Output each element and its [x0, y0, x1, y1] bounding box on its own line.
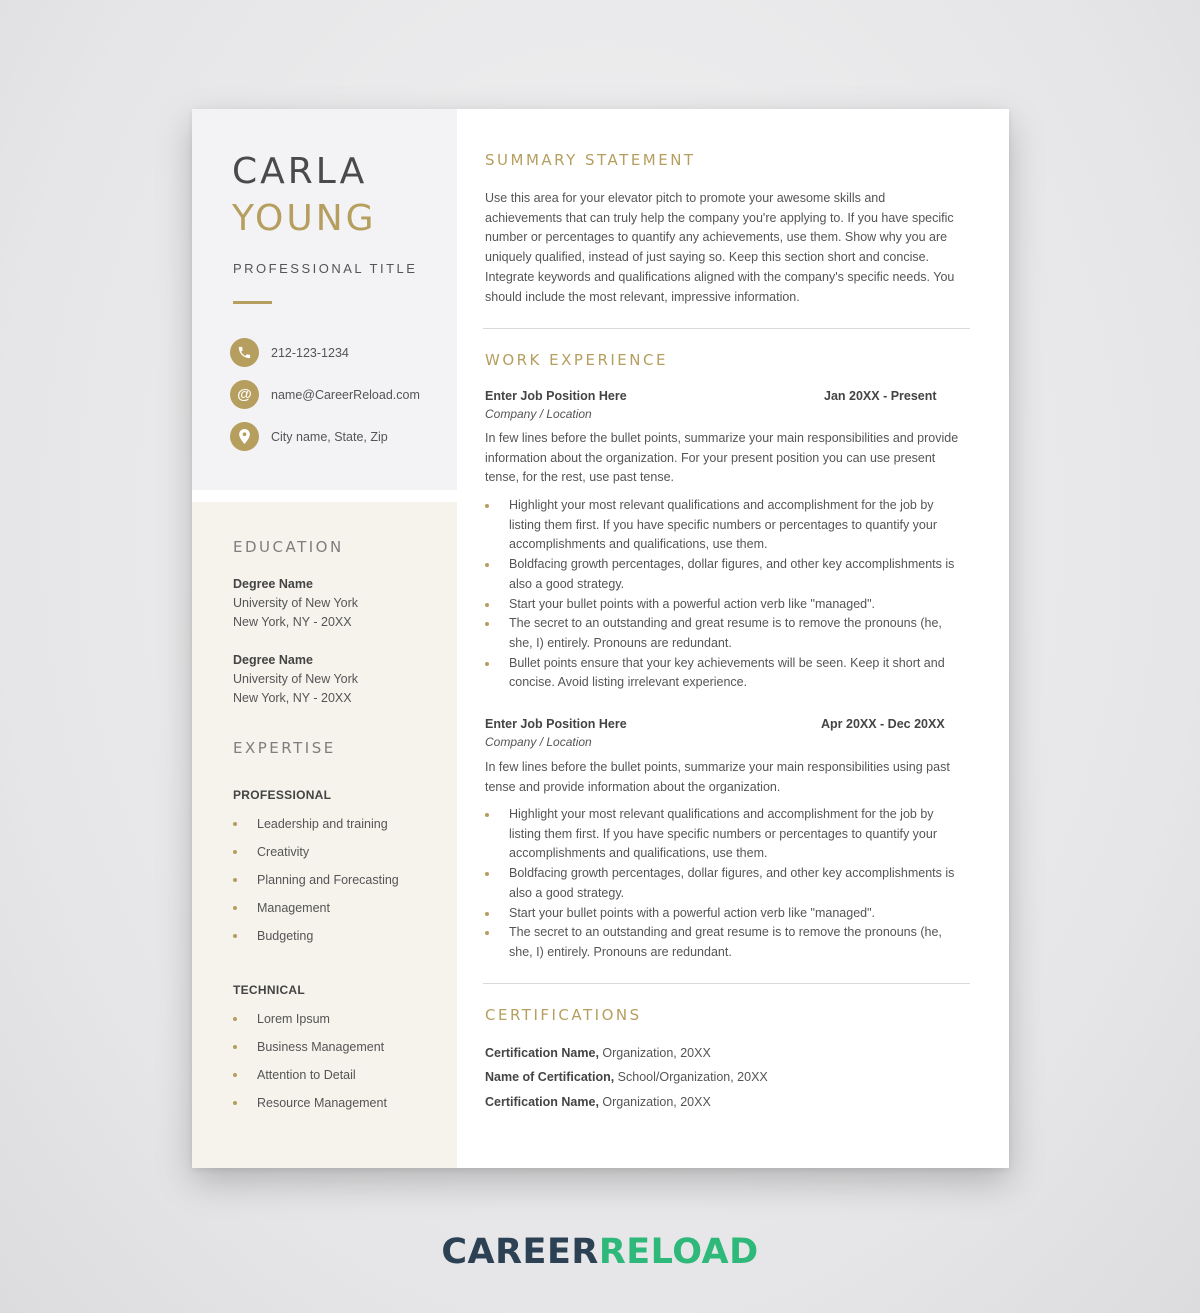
at-sign-icon: @	[230, 380, 259, 409]
location-text: City name, State, Zip	[271, 429, 388, 444]
expertise-heading: EXPERTISE	[233, 739, 336, 757]
list-item: Leadership and training	[233, 815, 399, 843]
accent-divider	[233, 301, 272, 304]
work-experience-heading: WORK EXPERIENCE	[485, 351, 668, 369]
school-place: New York, NY - 20XX	[233, 615, 352, 629]
list-item: Business Management	[233, 1038, 387, 1066]
list-item: Management	[233, 899, 399, 927]
list-item: The secret to an outstanding and great resume is to remove the pronouns (he, she, I) entirely. Pronouns are redundant.	[485, 614, 965, 653]
professional-title: PROFESSIONAL TITLE	[233, 261, 418, 276]
list-item: Highlight your most relevant qualifications and accomplishment for the job by listing them first. If you have specific numbers or percentages to quantify your accomplishments and qualifications, use them.	[485, 805, 965, 864]
education-entry	[233, 651, 358, 708]
education-heading: EDUCATION	[233, 538, 344, 556]
resume-page	[192, 109, 1009, 1168]
section-divider	[483, 983, 970, 984]
job-dates: Apr 20XX - Dec 20XX	[821, 717, 945, 731]
certification-detail: Organization, 20XX	[598, 1095, 711, 1109]
certification-detail: Organization, 20XX	[598, 1046, 711, 1060]
job-bullets	[485, 805, 965, 963]
school-place: New York, NY - 20XX	[233, 691, 352, 705]
list-item: Start your bullet points with a powerful action verb like "managed".	[485, 595, 965, 615]
list-item: Boldfacing growth percentages, dollar figures, and other key accomplishments is also a good strategy.	[485, 555, 965, 594]
list-item: Boldfacing growth percentages, dollar figures, and other key accomplishments is also a good strategy.	[485, 864, 965, 903]
job-company: Company / Location	[485, 735, 592, 749]
last-name: YOUNG	[232, 198, 377, 239]
job-title: Enter Job Position Here	[485, 717, 627, 731]
professional-skills-list	[233, 815, 399, 955]
list-item: Start your bullet points with a powerful action verb like "managed".	[485, 904, 965, 924]
email-text: name@CareerReload.com	[271, 387, 420, 402]
degree-name: Degree Name	[233, 653, 313, 667]
list-item: Planning and Forecasting	[233, 871, 399, 899]
technical-skills-label: TECHNICAL	[233, 983, 306, 997]
school-name: University of New York	[233, 672, 359, 686]
education-entry	[233, 575, 358, 632]
summary-heading: SUMMARY STATEMENT	[485, 151, 696, 169]
contact-email	[230, 380, 420, 409]
certification-name: Certification Name,	[485, 1046, 599, 1060]
sidebar-header-panel	[192, 109, 457, 490]
map-pin-icon	[230, 422, 259, 451]
list-item: Attention to Detail	[233, 1066, 387, 1094]
job-bullets	[485, 496, 965, 693]
certifications-heading: CERTIFICATIONS	[485, 1006, 642, 1024]
degree-name: Degree Name	[233, 577, 313, 591]
certification-item	[485, 1070, 768, 1084]
school-name: University of New York	[233, 596, 359, 610]
brand-part-reload: RELOAD	[598, 1232, 759, 1272]
summary-text: Use this area for your elevator pitch to promote your awesome skills and achievements that can truly help the company you're applying to. If you have specific number or percentages to quantify any achievements, use them. Show why you are uniquely qualified, instead of just saying so. Keep this section short and concise. Integrate keywords and qualifications aligned with the company's specific needs. You should include the most relevant, impressive information.	[485, 191, 955, 304]
list-item: Resource Management	[233, 1094, 387, 1122]
careerreload-logo	[0, 1232, 1200, 1272]
contact-location	[230, 422, 388, 451]
sidebar-details-panel	[192, 502, 457, 1168]
job-company: Company / Location	[485, 407, 592, 421]
list-item: Lorem Ipsum	[233, 1010, 387, 1038]
section-divider	[483, 328, 970, 329]
certification-item	[485, 1095, 711, 1109]
list-item: The secret to an outstanding and great resume is to remove the pronouns (he, she, I) entirely. Pronouns are redundant.	[485, 923, 965, 962]
certification-detail: School/Organization, 20XX	[614, 1070, 768, 1084]
list-item: Highlight your most relevant qualifications and accomplishment for the job by listing them first. If you have specific numbers or percentages to quantify your accomplishments and qualifications, use them.	[485, 496, 965, 555]
certification-name: Name of Certification,	[485, 1070, 615, 1084]
certification-item	[485, 1046, 711, 1060]
job-dates: Jan 20XX - Present	[824, 389, 937, 403]
job-summary: In few lines before the bullet points, summarize your main responsibilities using past tense and provide information about the organization.	[485, 760, 950, 794]
job-summary: In few lines before the bullet points, summarize your main responsibilities and provide information about the organization. For your present position you can use present tense, for the rest, use past tense.	[485, 431, 959, 485]
list-item: Bullet points ensure that your key achievements will be seen. Keep it short and concise. Avoid listing irrelevant experience.	[485, 654, 965, 693]
contact-phone	[230, 338, 349, 367]
brand-part-career: CAREER	[441, 1232, 599, 1272]
list-item: Creativity	[233, 843, 399, 871]
list-item: Budgeting	[233, 927, 399, 955]
phone-text: 212-123-1234	[271, 345, 349, 360]
first-name: CARLA	[232, 151, 368, 192]
phone-icon	[230, 338, 259, 367]
technical-skills-list	[233, 1010, 387, 1122]
job-title: Enter Job Position Here	[485, 389, 627, 403]
certification-name: Certification Name,	[485, 1095, 599, 1109]
professional-skills-label: PROFESSIONAL	[233, 788, 332, 802]
